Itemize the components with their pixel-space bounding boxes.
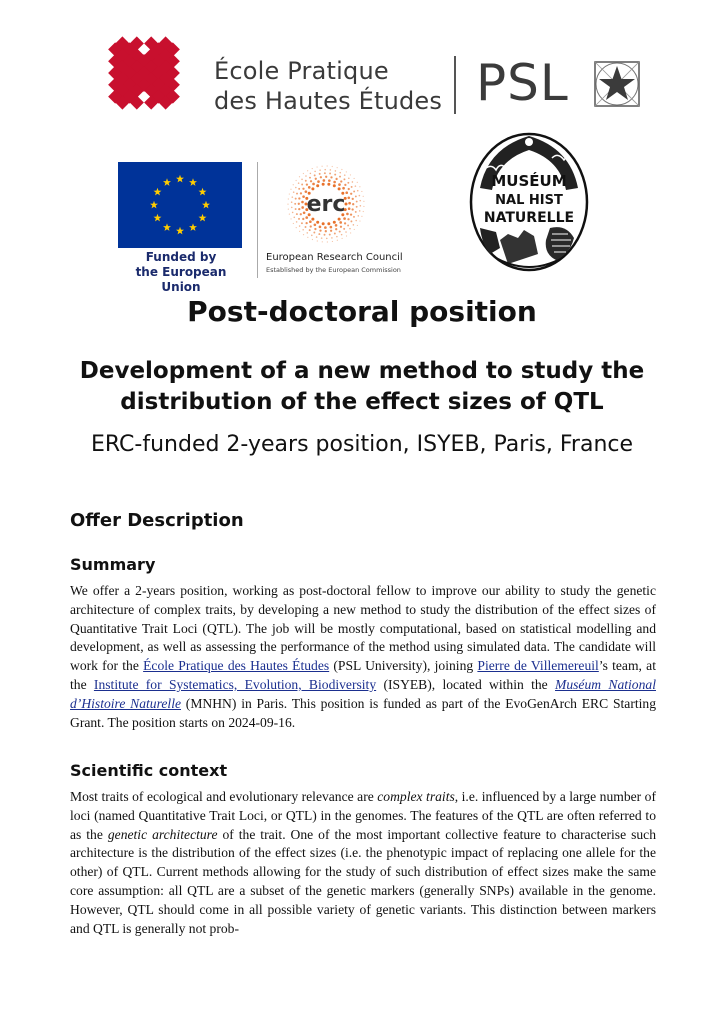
- erc-dot: [319, 226, 322, 229]
- mnhn-logo: [466, 128, 592, 274]
- psl-divider: [454, 56, 456, 114]
- erc-dot: [311, 235, 313, 237]
- erc-dot: [363, 201, 364, 202]
- erc-dot: [350, 174, 351, 175]
- erc-dot: [290, 189, 291, 190]
- eu-line-2: the European Union: [135, 265, 227, 294]
- erc-dot: [355, 195, 357, 197]
- erc-dot: [352, 198, 354, 200]
- erc-dot: [288, 209, 289, 210]
- erc-dot: [312, 183, 315, 186]
- erc-dot: [319, 230, 321, 232]
- position-details: ERC-funded 2-years position, ISYEB, Paris, France: [90, 432, 634, 457]
- erc-dot: [356, 206, 358, 208]
- erc-dot: [341, 234, 343, 236]
- erc-dot: [339, 231, 341, 233]
- erc-dot: [330, 226, 333, 229]
- erc-dot: [300, 192, 302, 194]
- erc-dot: [335, 170, 337, 172]
- erc-dot: [318, 233, 320, 235]
- erc-dot: [303, 211, 306, 214]
- erc-dot: [337, 240, 338, 241]
- erc-dot: [347, 196, 350, 199]
- erc-dot: [300, 213, 302, 215]
- erc-dot: [329, 173, 331, 175]
- erc-dot: [337, 167, 338, 168]
- erc-dot: [357, 182, 358, 183]
- erc-dot: [350, 220, 352, 222]
- page-title: Post-doctoral position: [187, 295, 537, 328]
- erc-dot: [295, 208, 297, 210]
- erc-dot: [354, 178, 355, 179]
- erc-name: European Research Council: [266, 252, 403, 263]
- link-mnhn[interactable]: Muséum National d’Histoire Naturelle: [70, 676, 656, 711]
- erc-dot: [346, 213, 349, 216]
- eu-line-1: Funded by: [145, 250, 217, 264]
- erc-dot: [293, 217, 295, 219]
- erc-dot: [310, 173, 312, 175]
- erc-dot: [306, 183, 308, 185]
- erc-dot: [344, 222, 346, 224]
- erc-dot: [311, 218, 314, 221]
- erc-dot: [342, 187, 345, 190]
- erc-dot: [355, 211, 357, 213]
- erc-dot: [290, 218, 291, 219]
- erc-dot: [335, 178, 337, 180]
- erc-dot: [346, 235, 347, 236]
- erc-dot: [348, 207, 351, 210]
- erc-dot: [358, 215, 360, 217]
- erc-dot: [353, 191, 355, 193]
- erc-dot: [363, 196, 364, 197]
- erc-dot: [347, 182, 349, 184]
- erc-dot: [314, 171, 316, 173]
- erc-dot: [363, 206, 364, 207]
- link-pierre-de-villemereuil[interactable]: Pierre de Villemereuil: [477, 658, 599, 674]
- erc-dot: [322, 222, 325, 225]
- erc-dot: [293, 223, 294, 224]
- erc-dot: [336, 236, 338, 238]
- ephe-wordmark: [214, 56, 442, 116]
- erc-dot: [322, 241, 323, 242]
- erc-dot: [338, 183, 341, 186]
- erc-dot: [359, 186, 360, 187]
- erc-dot: [339, 176, 341, 178]
- erc-dot: [316, 236, 318, 238]
- erc-dot: [327, 165, 328, 166]
- erc-dot: [321, 237, 323, 239]
- erc-dot: [302, 188, 304, 190]
- ephe-diamond-pattern: [108, 36, 180, 109]
- erc-dot: [292, 196, 294, 198]
- erc-dot: [344, 174, 346, 176]
- link-isyeb[interactable]: Institute for Systematics, Evolution, Biodiversity: [93, 676, 377, 692]
- offer-description-heading: Offer Description: [70, 510, 244, 531]
- erc-dot: [308, 186, 311, 189]
- summary-text-5: (MNHN) in Paris. This position is funded as part of the EvoGenArch ERC Starting Grant. The position starts on 2024-09-16.: [70, 695, 656, 730]
- erc-dot: [301, 179, 303, 181]
- erc-dot: [361, 191, 362, 192]
- erc-dot: [355, 185, 357, 187]
- erc-dot: [327, 241, 328, 242]
- erc-mark: erc: [306, 192, 346, 217]
- erc-dot: [289, 214, 290, 215]
- erc-dot: [324, 226, 327, 229]
- erc-dot: [359, 210, 361, 212]
- erc-dot: [359, 200, 361, 202]
- erc-dot: [333, 181, 336, 184]
- erc-dot: [333, 221, 336, 224]
- erc-dot: [301, 206, 304, 209]
- erc-dot: [296, 193, 298, 195]
- erc-dot: [314, 223, 317, 226]
- erc-dot: [311, 187, 314, 190]
- erc-dot: [324, 234, 326, 236]
- erc-dot: [291, 207, 293, 209]
- erc-dot: [347, 218, 349, 220]
- erc-dot: [323, 179, 326, 182]
- erc-dot: [317, 240, 318, 241]
- erc-dot: [343, 217, 346, 220]
- erc-dot: [332, 241, 333, 242]
- erc-dot: [328, 179, 331, 182]
- erc-dot: [314, 228, 316, 230]
- erc-dot: [319, 169, 321, 171]
- erc-dot: [346, 171, 347, 172]
- erc-dot: [292, 212, 294, 214]
- erc-dot: [330, 169, 332, 171]
- erc-dot: [324, 169, 326, 171]
- erc-dot: [347, 224, 349, 226]
- erc-dot: [352, 203, 354, 205]
- erc-dot: [302, 229, 304, 231]
- erc-dot: [316, 166, 317, 167]
- eu-flag-icon: [118, 162, 242, 248]
- erc-dot: [356, 201, 358, 203]
- erc-dot: [305, 226, 307, 228]
- erc-dot: [287, 204, 288, 205]
- erc-dot: [307, 237, 308, 238]
- erc-dot: [305, 222, 307, 224]
- erc-dot: [338, 218, 341, 221]
- erc-dot: [298, 203, 300, 205]
- erc-dot: [345, 191, 348, 194]
- erc-dot: [359, 220, 360, 221]
- eu-erc-divider: [257, 162, 258, 278]
- ephe-line-1: École Pratique: [214, 57, 389, 85]
- erc-dot: [322, 166, 323, 167]
- project-title-line-2: distribution of the effect sizes of QTL: [120, 389, 604, 415]
- erc-dot: [299, 176, 300, 177]
- erc-dot: [303, 173, 304, 174]
- erc-dot: [298, 188, 300, 190]
- erc-dot: [329, 234, 331, 236]
- erc-dot: [351, 186, 353, 188]
- context-emphasis-genetic-architecture: genetic architecture: [107, 826, 218, 842]
- erc-dot: [298, 208, 300, 210]
- erc-dot: [357, 225, 358, 226]
- erc-dot: [338, 187, 341, 190]
- erc-dot: [344, 184, 346, 186]
- erc-dot: [354, 229, 355, 230]
- erc-dot: [305, 175, 307, 177]
- erc-dot: [330, 176, 332, 178]
- summary-text-1: We offer a 2-years position, working as post-doctoral fellow to improve our ability to study the genetic architecture of complex traits, by developing a new method to study the distribution of the effect sizes of Quantitative Trait Loci (QTL). The job will be mostly computational, based on statistical modelling and development, as well as assessing the performance of the method using simulated data. The candidate will work for the: [70, 583, 656, 674]
- erc-dot: [317, 180, 320, 183]
- erc-dot: [307, 170, 308, 171]
- erc-dot: [340, 180, 342, 182]
- erc-dot: [345, 231, 347, 233]
- erc-dot: [341, 238, 342, 239]
- erc-dot: [348, 188, 350, 190]
- erc-dot: [334, 174, 336, 176]
- scientific-context-paragraph: [70, 788, 656, 938]
- erc-dot: [309, 177, 311, 179]
- erc-dot: [331, 237, 333, 239]
- erc-dot: [363, 211, 364, 212]
- eu-funding-label: [120, 250, 242, 295]
- erc-dot: [291, 201, 293, 203]
- erc-dot: [352, 208, 354, 210]
- erc-dot: [296, 213, 298, 215]
- summary-text-3: ’s team, at the: [70, 658, 656, 692]
- erc-dot: [327, 222, 330, 225]
- erc-dot: [316, 184, 319, 187]
- erc-label: [266, 251, 406, 277]
- mnhn-line-2: NAL HIST: [495, 193, 563, 208]
- erc-dot: [314, 174, 316, 176]
- erc-dot: [294, 203, 296, 205]
- erc-dot: [305, 180, 307, 182]
- erc-dot: [348, 177, 350, 179]
- erc-dot: [332, 166, 333, 167]
- erc-dot: [352, 181, 354, 183]
- erc-dot: [326, 238, 328, 240]
- erc-dot: [360, 205, 362, 207]
- erc-dot: [353, 224, 355, 226]
- erc-dot: [313, 232, 315, 234]
- erc-dot: [293, 191, 295, 193]
- erc-dot: [355, 220, 357, 222]
- erc-dot: [288, 198, 289, 199]
- project-title: [0, 356, 724, 418]
- erc-dot: [330, 230, 332, 232]
- link-ephe[interactable]: École Pratique des Hautes Études: [143, 658, 330, 674]
- erc-dot: [333, 184, 336, 187]
- erc-dot: [327, 183, 330, 186]
- erc-dot: [309, 220, 312, 223]
- erc-dot: [301, 222, 303, 224]
- psl-wordmark: PSL: [476, 54, 569, 112]
- erc-dot: [296, 180, 297, 181]
- context-emphasis-complex-traits: complex traits: [377, 789, 455, 804]
- erc-dot: [324, 172, 326, 174]
- erc-dot: [301, 184, 303, 186]
- erc-dot: [301, 201, 304, 204]
- erc-dot: [335, 224, 338, 227]
- erc-dot: [361, 216, 362, 217]
- erc-dot: [298, 218, 300, 220]
- erc-dot: [349, 228, 351, 230]
- erc-dot: [309, 229, 311, 231]
- mnhn-line-3: NATURELLE: [483, 210, 575, 226]
- erc-dot: [353, 216, 355, 218]
- erc-dot: [320, 176, 322, 178]
- erc-dot: [357, 190, 359, 192]
- erc-dot: [310, 180, 312, 182]
- erc-dot: [296, 221, 298, 223]
- erc-subtitle: Established by the European Commission: [266, 266, 401, 274]
- context-text-3: of the trait. One of the most important collective feature to characterise such architecture is the distribution of the effect sizes (i.e. the phenotypic impact of replacing one allele for the other) of QTL. Current methods allowing for the study of such distribution of effect sizes make the same core assumption: all QTL are a subset of the genetic markers (generally SNPs) available in the genome. However, QTL should come in all possible variety of genetic variants. This distinction between markers and QTL is generally not prob-: [70, 826, 656, 936]
- ephe-logo: [80, 28, 208, 118]
- erc-dot: [299, 225, 301, 227]
- erc-dot: [339, 172, 341, 174]
- context-text-1: Most traits of ecological and evolutionary relevance are: [70, 789, 378, 804]
- erc-dot: [310, 225, 312, 227]
- erc-dot: [322, 183, 325, 186]
- erc-dot: [348, 202, 351, 205]
- project-title-line-1: Development of a new method to study the: [79, 358, 645, 384]
- scientific-context-heading: Scientific context: [70, 761, 228, 780]
- erc-dot: [350, 213, 352, 215]
- erc-dot: [312, 239, 313, 240]
- summary-text-4: (ISYEB), located within the: [376, 676, 556, 692]
- erc-dot: [340, 226, 342, 228]
- erc-dot: [316, 221, 319, 224]
- erc-dot: [343, 228, 345, 230]
- erc-dot: [339, 221, 342, 224]
- ephe-line-2: des Hautes Études: [214, 87, 443, 115]
- erc-dot: [312, 168, 313, 169]
- erc-dot: [295, 198, 297, 200]
- erc-dot: [319, 173, 321, 175]
- erc-logo: [280, 164, 372, 244]
- erc-dot: [302, 195, 305, 198]
- mnhn-line-1: MUSÉUM: [491, 172, 567, 190]
- erc-dot: [325, 230, 327, 232]
- erc-dot: [295, 187, 297, 189]
- psl-star-icon: [594, 61, 640, 107]
- erc-dot: [289, 193, 290, 194]
- summary-paragraph: [70, 582, 656, 732]
- erc-dot: [299, 231, 300, 232]
- erc-dot: [302, 218, 304, 220]
- erc-dot: [343, 178, 345, 180]
- erc-dot: [334, 233, 336, 235]
- erc-dot: [325, 176, 327, 178]
- erc-dot: [350, 193, 352, 195]
- summary-heading: Summary: [70, 555, 156, 574]
- erc-dot: [306, 232, 308, 234]
- erc-dot: [335, 228, 337, 230]
- erc-dot: [293, 184, 294, 185]
- summary-text-2: (PSL University), joining: [329, 658, 478, 674]
- erc-dot: [315, 178, 317, 180]
- erc-dot: [298, 197, 300, 199]
- erc-dot: [303, 234, 304, 235]
- erc-dot: [359, 195, 361, 197]
- erc-dot: [296, 227, 297, 228]
- erc-dot: [350, 232, 351, 233]
- erc-dot: [341, 169, 342, 170]
- erc-dot: [298, 182, 300, 184]
- context-text-2: , i.e. influenced by a large number of loci (named Quantitative Trait Loci, or QTL) in the genomes. The features of the QTL are often referred to as the: [70, 789, 656, 842]
